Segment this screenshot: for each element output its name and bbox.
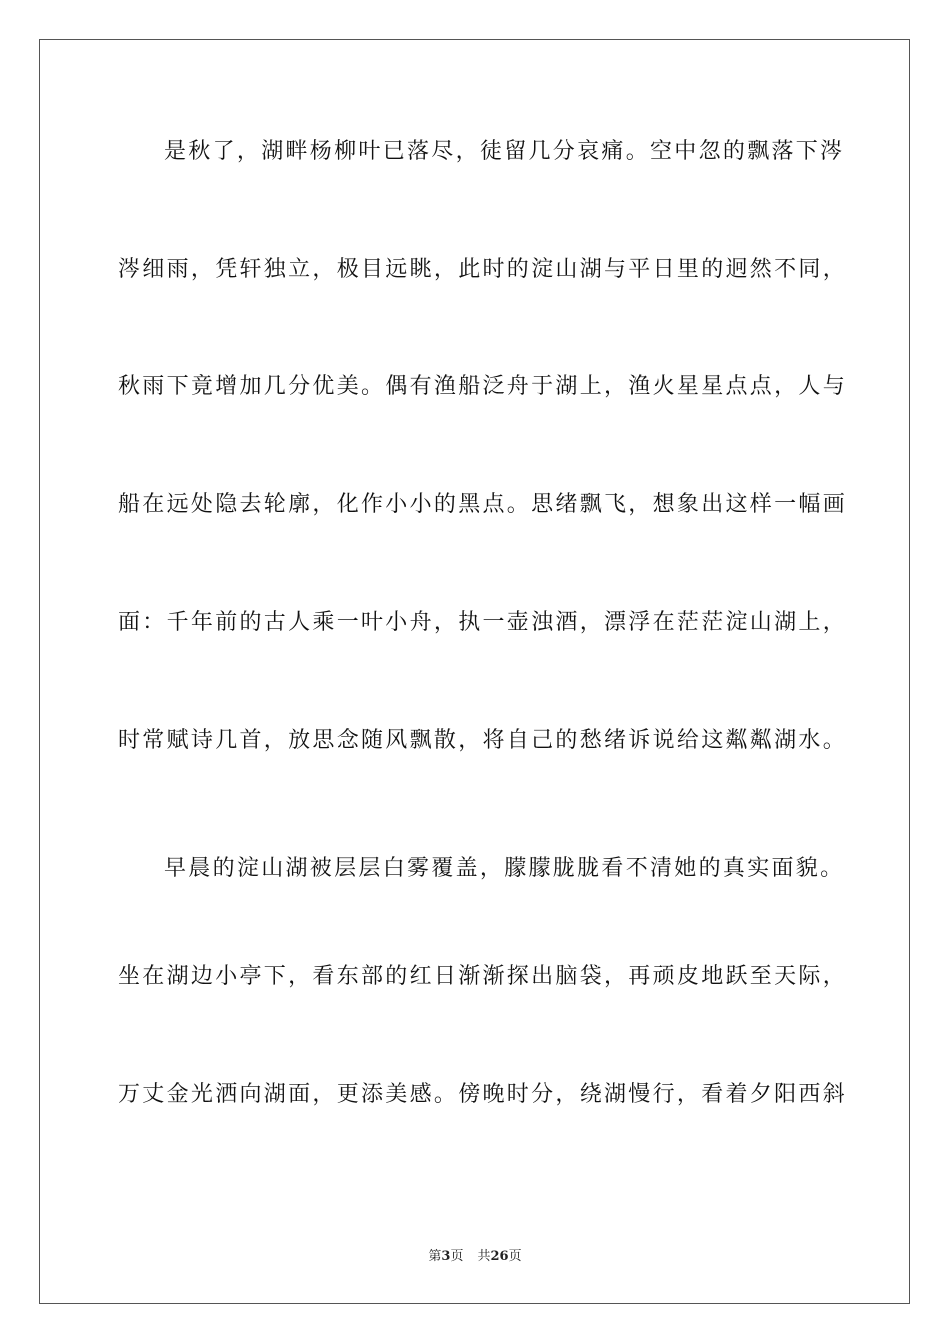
- page-suffix: 页: [450, 1249, 464, 1264]
- text-line-6: 时常赋诗几首，放思念随风飘散，将自己的愁绪诉说给这粼粼湖水。: [118, 728, 848, 753]
- text-line-7: 早晨的淀山湖被层层白雾覆盖，朦朦胧胧看不清她的真实面貌。: [164, 856, 845, 881]
- page-number: 3: [441, 1249, 451, 1264]
- page-frame: [39, 39, 910, 1304]
- total-prefix: 共: [477, 1249, 491, 1264]
- page-prefix: 第: [428, 1249, 442, 1264]
- total-pages: 26: [490, 1249, 509, 1264]
- text-line-5: 面：千年前的古人乘一叶小舟，执一壶浊酒，漂浮在茫茫淀山湖上，: [118, 610, 848, 635]
- text-line-8: 坐在湖边小亭下，看东部的红日渐渐探出脑袋，再顽皮地跃至天际，: [118, 964, 848, 989]
- text-line-2: 涔细雨，凭轩独立，极目远眺，此时的淀山湖与平日里的迥然不同，: [118, 257, 848, 282]
- text-line-9: 万丈金光洒向湖面，更添美感。傍晚时分，绕湖慢行，看着夕阳西斜: [118, 1082, 848, 1107]
- text-line-3: 秋雨下竟增加几分优美。偶有渔船泛舟于湖上，渔火星星点点，人与: [118, 374, 848, 399]
- page-footer: [0, 1248, 950, 1266]
- text-line-1: 是秋了，湖畔杨柳叶已落尽，徒留几分哀痛。空中忽的飘落下涔: [164, 139, 845, 164]
- text-line-4: 船在远处隐去轮廓，化作小小的黑点。思绪飘飞，想象出这样一幅画: [118, 492, 848, 517]
- total-suffix: 页: [508, 1249, 522, 1264]
